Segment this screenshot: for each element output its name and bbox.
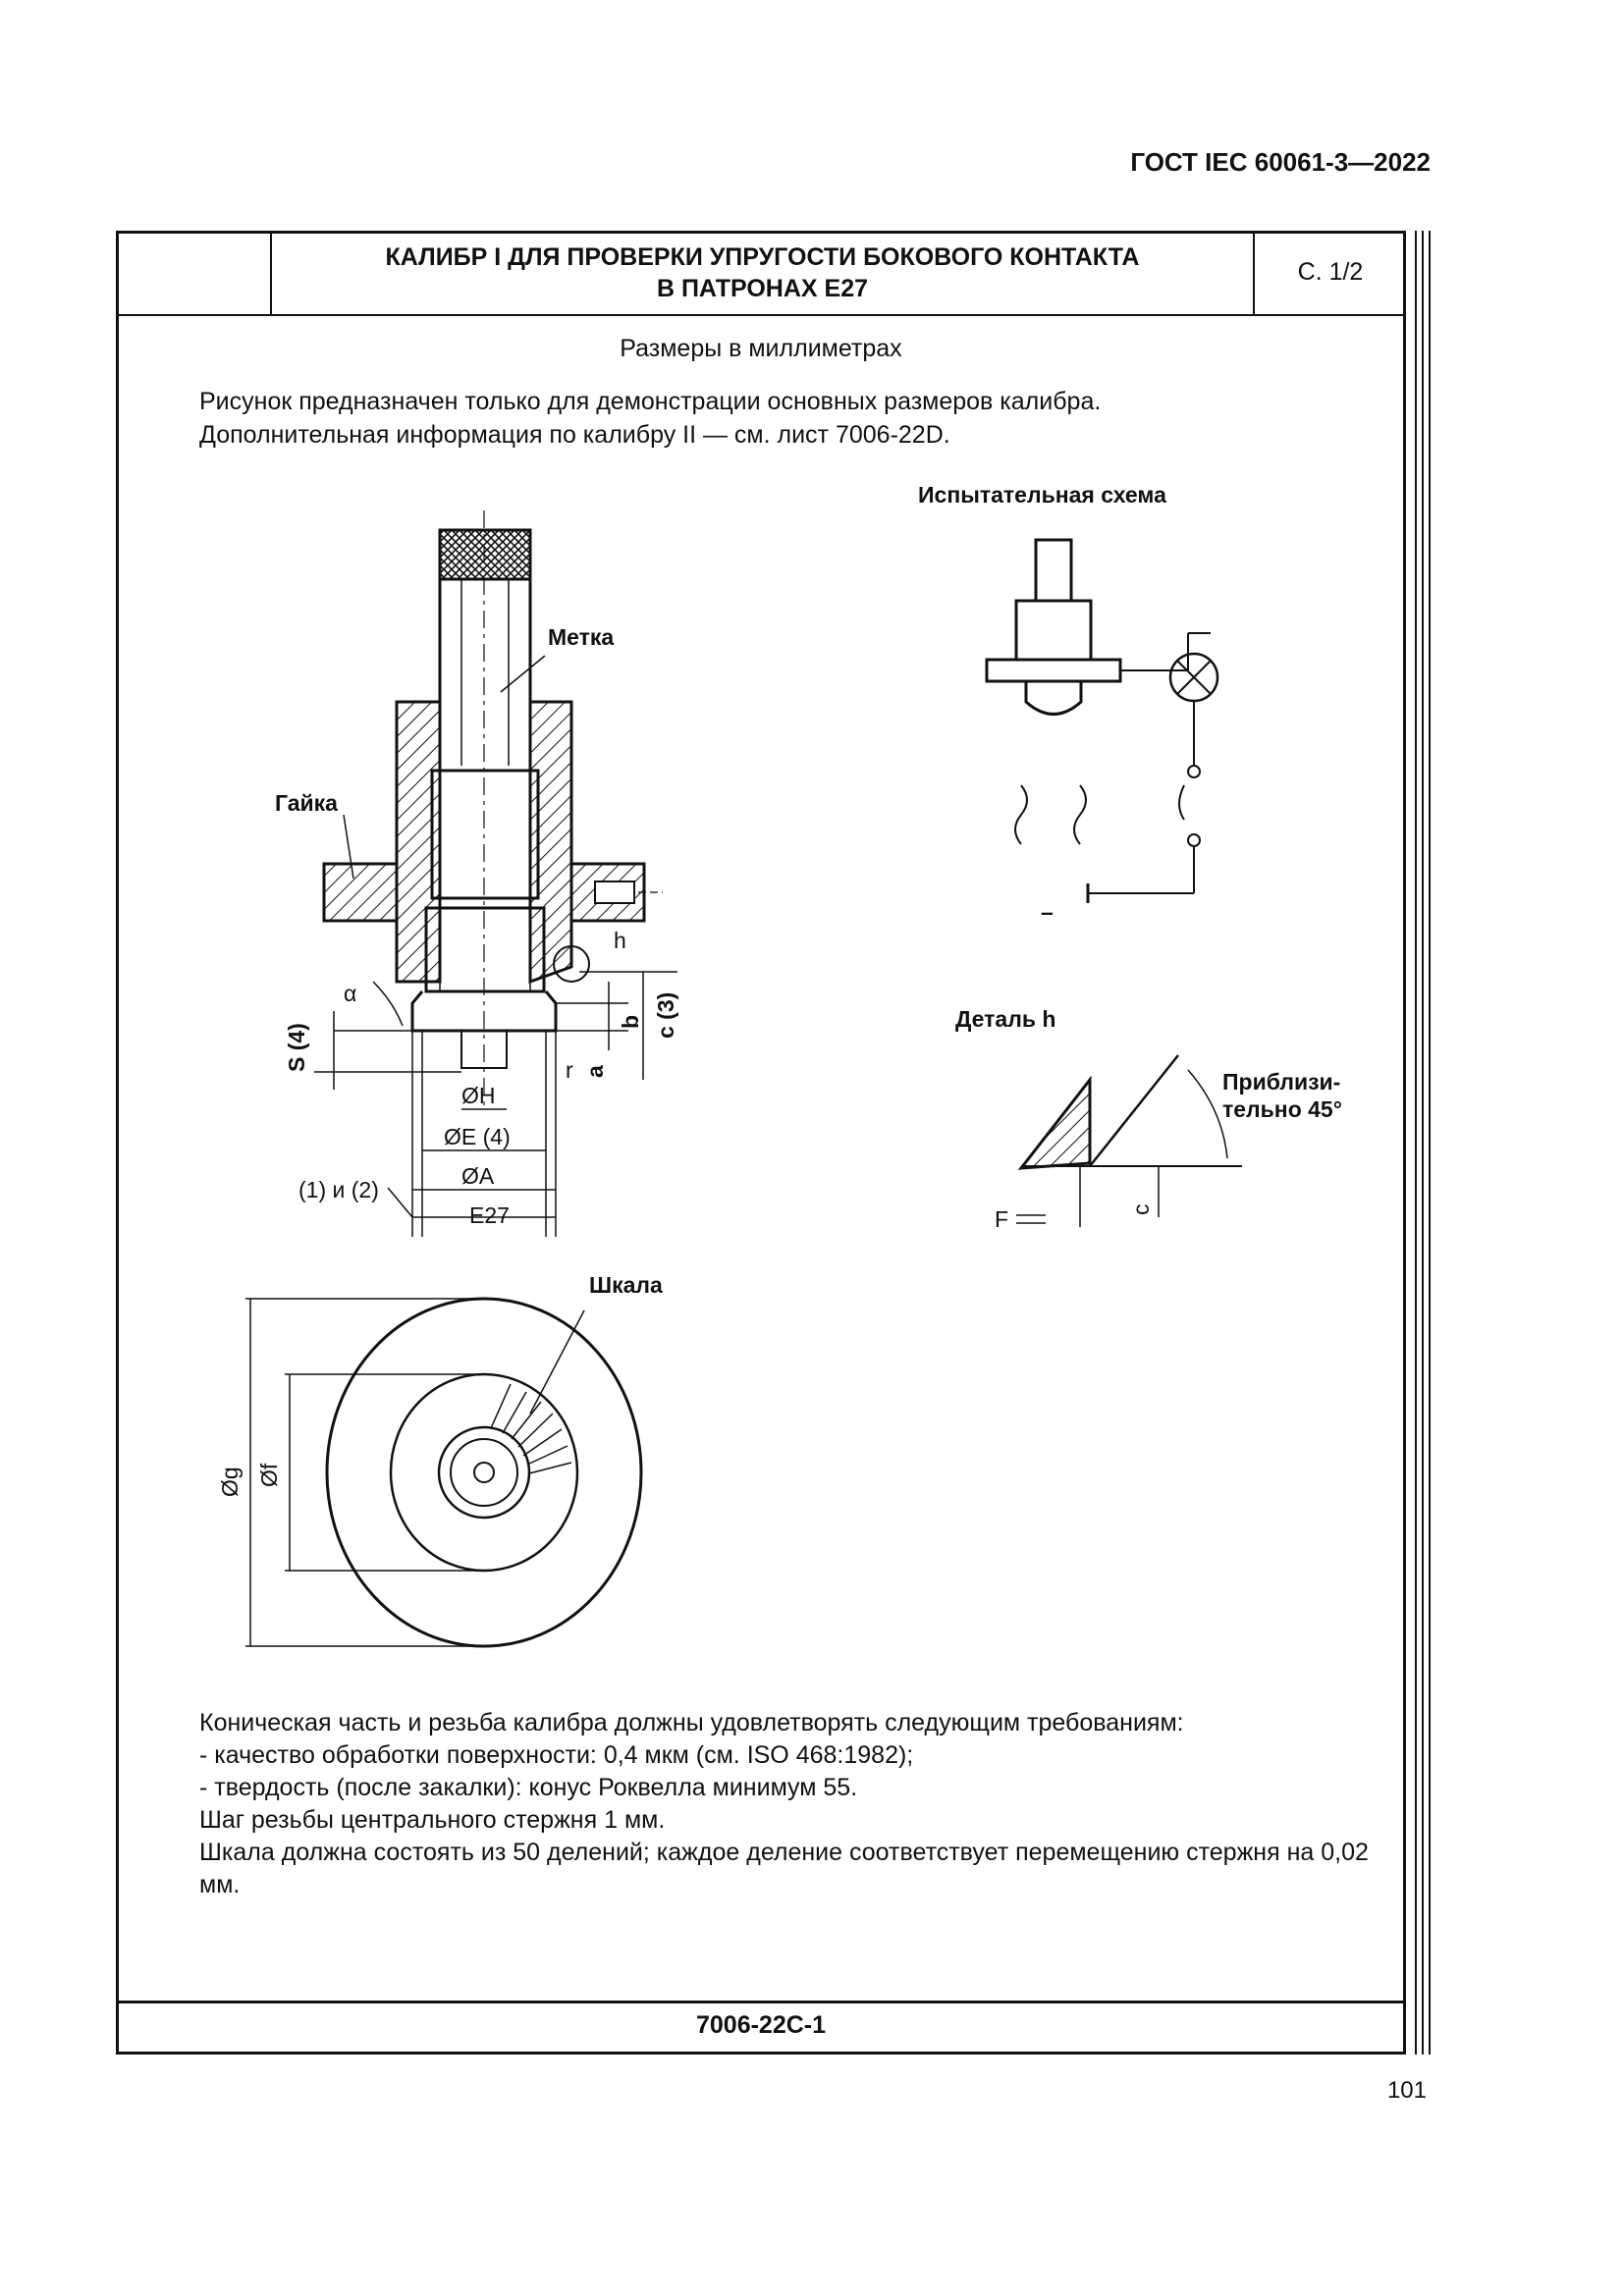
units-note: Размеры в миллиметрах xyxy=(620,335,902,362)
sheet-title: КАЛИБР I ДЛЯ ПРОВЕРКИ УПРУГОСТИ БОКОВОГО КОНТАКТА В ПАТРОНАХ E27 xyxy=(272,231,1253,316)
intro-line: Дополнительная информация по калибру II — см. лист 7006-22D. xyxy=(199,421,950,449)
label-dH: ØH xyxy=(461,1083,496,1108)
detail-h-diagram xyxy=(1016,1055,1242,1227)
label-a: a xyxy=(582,1065,608,1078)
requirements-text xyxy=(130,1707,1396,1901)
label-scale: Шкала xyxy=(589,1272,663,1298)
label-e27: E27 xyxy=(469,1202,510,1228)
nut-left xyxy=(324,864,397,921)
dial-plan-view xyxy=(245,1299,641,1646)
requirement-line: Шкала должна состоять из 50 делений; каждое деление соответствует перемещению стержня на 0,02 мм. xyxy=(199,1839,1369,1898)
label-metka: Метка xyxy=(548,624,615,650)
label-b: b xyxy=(618,1014,643,1029)
sheet-number: С. 1/2 xyxy=(1253,231,1406,316)
detail-approx-line1: Приблизи- xyxy=(1222,1069,1341,1095)
label-alpha: α xyxy=(344,981,357,1006)
label-gaika: Гайка xyxy=(275,790,338,816)
footer-separator xyxy=(116,2001,1406,2003)
requirement-line: - качество обработки поверхности: 0,4 мкм (см. ISO 468:1982); xyxy=(199,1741,914,1769)
label-dA: ØA xyxy=(461,1163,495,1189)
gauge-labels xyxy=(275,624,678,1228)
intro-line: Рисунок предназначен только для демонстрации основных размеров калибра. xyxy=(199,388,1102,415)
requirement-line: Коническая часть и резьба калибра должны удовлетворять следующим требованиям: xyxy=(199,1709,1184,1736)
label-c3: c (3) xyxy=(653,991,678,1039)
label-dg: Øg xyxy=(217,1467,243,1497)
footer-sheet-code: 7006-22C-1 xyxy=(695,2011,827,2039)
knurled-head xyxy=(440,530,530,579)
page-number: 101 xyxy=(1386,2077,1427,2104)
label-r: r xyxy=(566,1057,573,1083)
test-scheme-title: Испытательная схема xyxy=(918,482,1166,507)
label-s4: S (4) xyxy=(284,1023,309,1072)
requirement-line: Шаг резьбы центрального стержня 1 мм. xyxy=(199,1806,666,1834)
test-scheme-diagram xyxy=(987,540,1217,903)
detail-F: F xyxy=(995,1206,1009,1232)
document-code: ГОСТ IEC 60061-3—2022 xyxy=(1130,147,1431,177)
detail-h-title: Деталь h xyxy=(955,1006,1056,1032)
test-scheme-minus: – xyxy=(1041,899,1054,925)
detail-c: c xyxy=(1128,1203,1154,1215)
label-note12: (1) и (2) xyxy=(298,1177,379,1202)
detail-approx-line2: тельно 45° xyxy=(1222,1096,1342,1122)
requirement-line: - твердость (после закалки): конус Роквелла минимум 55. xyxy=(199,1774,858,1801)
label-h: h xyxy=(614,928,626,953)
label-dE4: ØE (4) xyxy=(444,1124,511,1149)
label-df: Øf xyxy=(256,1463,282,1487)
